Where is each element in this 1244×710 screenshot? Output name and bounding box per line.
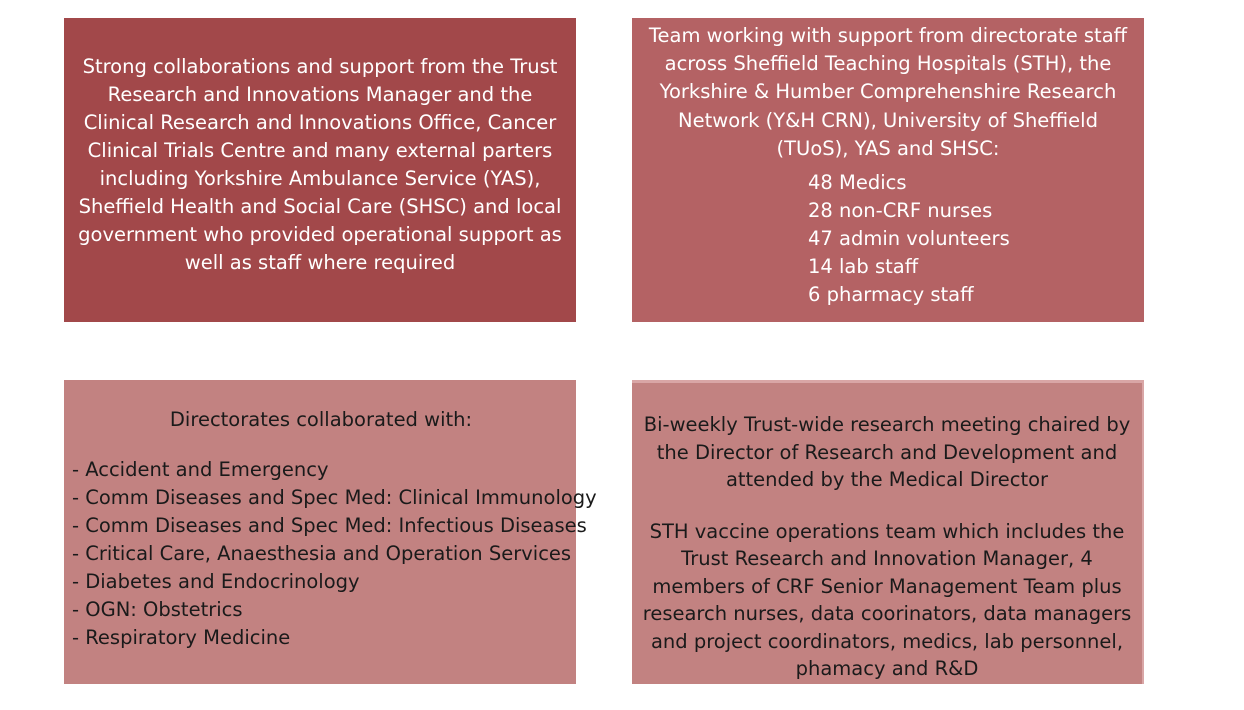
collaborations-text: Strong collaborations and support from the Trust Research and Innovations Manager and the Clinical Research and Innovations Office, Cancer Clinical Trials Centre and many external parters including Yorkshire Ambulance Service (YAS), Sheffield Health and Social Care (SHSC) and local government who provided operational support as well as staff where required xyxy=(78,55,562,274)
staff-item-admin-volunteers: 47 admin volunteers xyxy=(808,227,1010,251)
directorates-list xyxy=(72,456,597,652)
staff-item-pharmacy-staff: 6 pharmacy staff xyxy=(808,283,974,307)
directorate-item: - Diabetes and Endocrinology xyxy=(72,570,360,593)
panel-team-support xyxy=(632,18,1144,322)
directorate-item: - Respiratory Medicine xyxy=(72,626,291,649)
operations-team-paragraph: STH vaccine operations team which includes the Trust Research and Innovation Manager, 4 members of CRF Senior Management Team plus research nurses, data coorinators, data managers and project coordinators, medics, lab personnel, phamacy and R&D xyxy=(642,519,1132,680)
meeting-paragraph: Bi-weekly Trust-wide research meeting chaired by the Director of Research and Development and attended by the Medical Director xyxy=(643,413,1131,491)
team-support-intro: Team working with support from directorate staff across Sheffield Teaching Hospitals (STH), the Yorkshire & Humber Comprehenshire Research Network (Y&H CRN), University of Sheffield (TUoS), YAS and SHSC: xyxy=(648,24,1128,160)
directorate-item: - Comm Diseases and Spec Med: Infectious Diseases xyxy=(72,514,587,537)
directorate-item: - Critical Care, Anaesthesia and Operation Services xyxy=(72,542,572,565)
staff-item-medics: 48 Medics xyxy=(808,171,907,195)
staff-list xyxy=(642,169,1134,309)
panel-collaborations xyxy=(64,18,576,322)
directorates-heading: Directorates collaborated with: xyxy=(169,408,473,431)
directorate-item: - Accident and Emergency xyxy=(72,458,329,481)
directorate-item: - OGN: Obstetrics xyxy=(72,598,243,621)
panel-directorates xyxy=(64,380,597,684)
directorate-item: - Comm Diseases and Spec Med: Clinical Immunology xyxy=(72,486,597,509)
staff-item-lab-staff: 14 lab staff xyxy=(808,255,919,279)
panel-meetings-operations xyxy=(632,380,1144,684)
staff-item-nurses: 28 non-CRF nurses xyxy=(808,199,993,223)
